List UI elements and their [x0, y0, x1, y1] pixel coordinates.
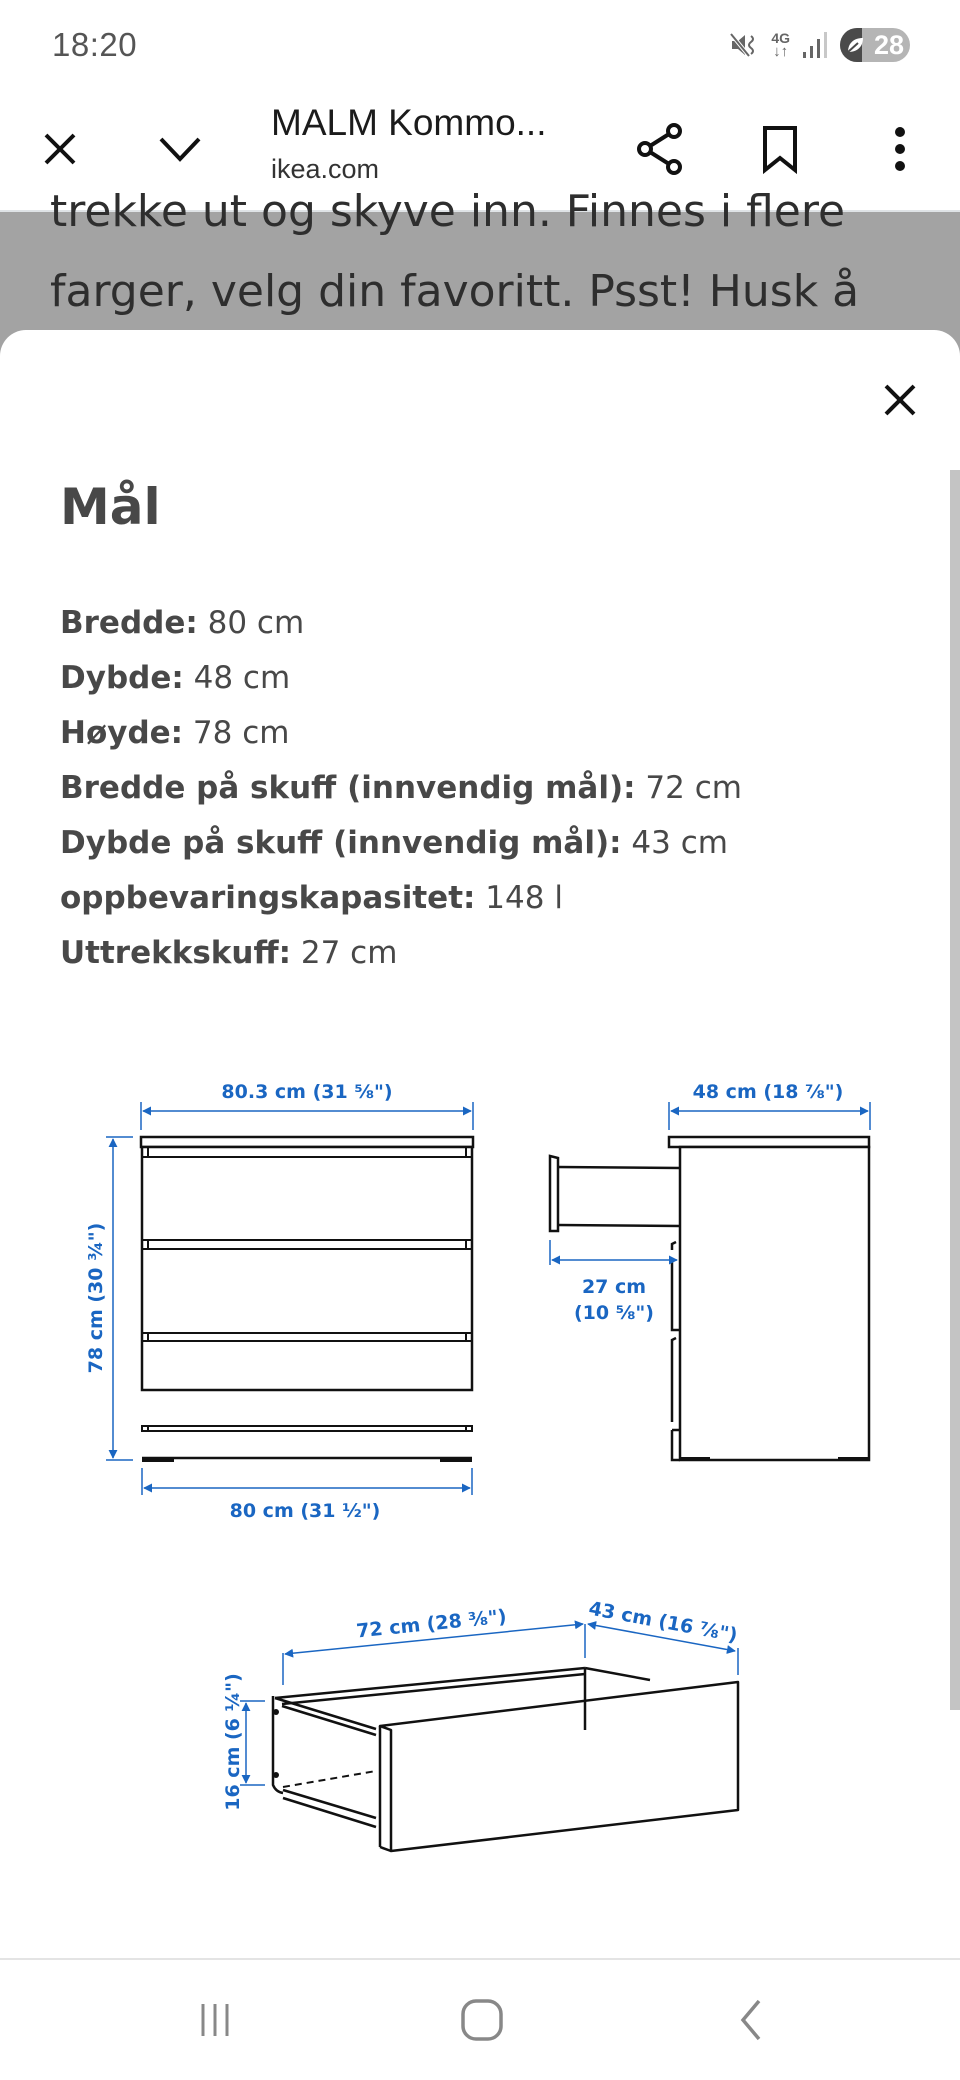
dimension-diagrams: [0, 330, 960, 1958]
drawer-width-label: 72 cm (28 ⅜"): [355, 1605, 508, 1643]
4g-data-icon: 4G ↓↑: [771, 30, 790, 60]
mute-vibrate-icon: [729, 30, 759, 60]
status-bar: [0, 0, 960, 90]
side-view-diagram: [550, 1081, 870, 1461]
dimensions-sheet: [0, 330, 960, 1958]
side-depth-label: 48 cm (18 ⅞"): [692, 1081, 844, 1103]
recent-apps-icon: [195, 2000, 235, 2040]
front-top-width-label: 80.3 cm (31 ⅝"): [221, 1081, 393, 1103]
battery-saver-icon: [845, 35, 865, 55]
spec-row: Høyde: 78 cm: [60, 715, 290, 751]
sheet-title: Mål: [60, 478, 161, 536]
home-icon: [460, 1998, 504, 2042]
drawer-height-label: 16 cm (6 ¼"): [222, 1673, 244, 1811]
recent-apps-button[interactable]: [175, 1990, 255, 2050]
drawer-depth-label: 43 cm (16 ⅞"): [586, 1597, 740, 1647]
signal-icon: [802, 31, 828, 59]
drawer-diagram: [222, 1598, 739, 1851]
home-button[interactable]: [442, 1990, 522, 2050]
page-url: ikea.com: [271, 154, 380, 184]
chevron-down-icon: [158, 134, 202, 164]
battery-indicator: 28: [840, 28, 910, 62]
spec-row: oppbevaringskapasitet: 148 l: [60, 880, 563, 916]
spec-row: Dybde på skuff (innvendig mål): 43 cm: [60, 825, 728, 861]
side-extension-inch-label: (10 ⅝"): [574, 1302, 654, 1324]
system-nav-bar: [0, 1958, 960, 2080]
spec-row: Uttrekkskuff: 27 cm: [60, 935, 398, 971]
back-icon: [735, 1998, 765, 2042]
page-title: MALM Kommo...: [271, 102, 547, 143]
front-view-diagram: [85, 330, 473, 1522]
front-height-label: 78 cm (30 ¾"): [85, 1222, 107, 1374]
status-time: 18:20: [52, 26, 138, 63]
close-icon: [40, 129, 80, 169]
status-icons: [729, 26, 910, 64]
bookmark-icon: [762, 125, 798, 173]
spec-row: Dybde: 48 cm: [60, 660, 291, 696]
share-icon: [636, 123, 684, 175]
spec-row: Bredde på skuff (innvendig mål): 72 cm: [60, 770, 742, 806]
side-extension-label: 27 cm: [581, 1276, 647, 1298]
more-vert-icon: [893, 126, 907, 172]
front-bottom-width-label: 80 cm (31 ½"): [229, 1500, 381, 1522]
background-page-text: trekke ut og skyve inn. Finnes i flere farger, velg din favoritt. Psst! Husk å: [50, 186, 860, 317]
spec-row: Bredde: 80 cm: [60, 605, 305, 641]
back-button[interactable]: [710, 1990, 790, 2050]
